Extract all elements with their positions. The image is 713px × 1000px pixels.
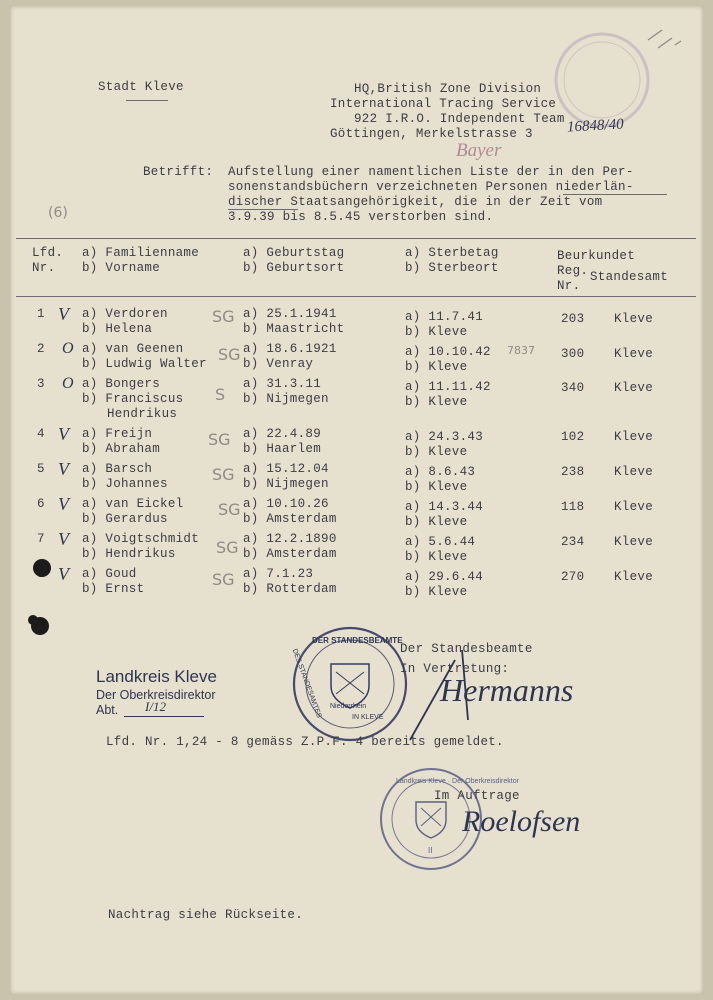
its-address-3: 922 I.R.O. Independent Team [354, 112, 565, 126]
row-death-date: a) 8.6.43 [405, 465, 476, 479]
row-birth-place: b) Rotterdam [243, 582, 337, 596]
row-death-place: b) Kleve [405, 480, 468, 494]
district-abt-label: Abt. [96, 703, 119, 717]
registrar-title: Der Standesbeamte [400, 642, 533, 656]
row-check-mark: V [58, 564, 69, 584]
col-death-b: b) Sterbeort [405, 261, 499, 275]
already-reported-line: Lfd. Nr. 1,24 - 8 gemäss Z.P.F. 4 bereits gemeldet. [106, 735, 504, 749]
row-family-name: a) Goud [82, 567, 137, 581]
subject-label: Betrifft: [143, 165, 214, 179]
row-birth-date: a) 10.10.26 [243, 497, 329, 511]
col-birth-a: a) Geburtstag [243, 246, 345, 260]
row-check-mark: O [62, 340, 74, 357]
row-birth-date: a) 22.4.89 [243, 427, 322, 441]
row-check-mark: V [58, 304, 69, 324]
district-subtitle: Der Oberkreisdirektor [96, 688, 216, 702]
district-seal-center: II [428, 846, 433, 855]
row-first-name: b) Ludwig Walter [82, 357, 207, 371]
row-first-name: b) Franciscus [82, 392, 184, 406]
row-nr: 3 [37, 377, 45, 391]
row-birth-place: b) Maastricht [243, 322, 345, 336]
district-seal-ring: Landkreis Kleve · Der Oberkreisdirektor [396, 778, 519, 785]
row-death-date: a) 24.3.43 [405, 430, 484, 444]
row-death-date: a) 29.6.44 [405, 570, 484, 584]
registrar-seal-bottom: IN KLEVE [352, 714, 384, 721]
footer-note: Nachtrag siehe Rückseite. [108, 908, 304, 922]
row-pencil-note: SG [208, 430, 231, 449]
row-nr: 4 [37, 427, 45, 441]
row-pencil-note: SG [218, 500, 241, 519]
row-check-mark: V [58, 424, 69, 444]
row-first-name: b) Johannes [82, 477, 168, 491]
row-birth-date: a) 15.12.04 [243, 462, 329, 476]
row-birth-place: b) Nijmegen [243, 392, 329, 406]
col-name-a: a) Familienname [82, 246, 200, 260]
registrar-seal-side: DES STANDESAMTES [290, 648, 323, 719]
row-reg-nr: 340 [561, 381, 585, 395]
pencil-margin-note: (6) [48, 205, 68, 221]
row-death-place: b) Kleve [405, 445, 468, 459]
row-family-name: a) van Eickel [82, 497, 184, 511]
row-pencil-note: SG [212, 570, 235, 589]
row-birth-place: b) Amsterdam [243, 512, 337, 526]
col-office: Standesamt [590, 270, 669, 284]
row-nr: 6 [37, 497, 45, 511]
row-first-name: b) Helena [82, 322, 153, 336]
row-nr: 5 [37, 462, 45, 476]
row-pencil-note: SG [218, 345, 241, 364]
row-first-name: b) Ernst [82, 582, 145, 596]
row-death-date: a) 11.7.41 [405, 310, 484, 324]
row-first-name-cont: Hendrikus [107, 407, 178, 421]
row-death-place: b) Kleve [405, 585, 468, 599]
registrar-seal-top: DER STANDESBEAMTE [312, 636, 403, 645]
row-death-date: a) 14.3.44 [405, 500, 484, 514]
subject-line-2: sonenstandsbüchern verzeichneten Personen niederlän- [228, 180, 634, 194]
row-death-place: b) Kleve [405, 550, 468, 564]
col-reg: Reg. [557, 264, 589, 278]
district-signature: Roelofsen [462, 805, 581, 838]
row-birth-place: b) Haarlem [243, 442, 322, 456]
row-family-name: a) van Geenen [82, 342, 184, 356]
row-family-name: a) Freijn [82, 427, 153, 441]
col-death-a: a) Sterbetag [405, 246, 499, 260]
row-pencil-note: SG [212, 465, 235, 484]
row-death-place: b) Kleve [405, 395, 468, 409]
district-title: Landkreis Kleve [96, 667, 217, 686]
row-office: Kleve [614, 535, 654, 549]
its-address-4: Göttingen, Merkelstrasse 3 [330, 127, 533, 141]
col-name-b: b) Vorname [82, 261, 161, 275]
row-office: Kleve [614, 347, 654, 361]
row-check-mark: O [62, 375, 74, 392]
row-birth-date: a) 25.1.1941 [243, 307, 337, 321]
registrar-seal-center: Niederrhein [330, 703, 367, 710]
row-office: Kleve [614, 500, 654, 514]
row-family-name: a) Verdoren [82, 307, 168, 321]
row-reg-nr: 203 [561, 312, 585, 326]
row-death-place: b) Kleve [405, 515, 468, 529]
row-pencil-note: S [215, 385, 226, 404]
row-birth-place: b) Venray [243, 357, 314, 371]
row-office: Kleve [614, 570, 654, 584]
row-death-place: b) Kleve [405, 360, 468, 374]
subject-line-4: 3.9.39 bis 8.5.45 verstorben sind. [228, 210, 494, 224]
row-birth-date: a) 18.6.1921 [243, 342, 337, 356]
col-lfd: Lfd. [32, 246, 64, 260]
row-reg-nr: 102 [561, 430, 585, 444]
im-auftrage: Im Auftrage [434, 789, 520, 803]
row-birth-place: b) Amsterdam [243, 547, 337, 561]
district-abt-value: I/12 [145, 699, 166, 714]
row-reg-nr: 234 [561, 535, 585, 549]
row-death-date: a) 11.11.42 [405, 380, 491, 394]
file-number: 16848/40 [566, 116, 625, 136]
city-title: Stadt Kleve [98, 80, 184, 94]
col-reg-nr: Nr. [557, 279, 581, 293]
row-family-name: a) Bongers [82, 377, 161, 391]
row-pencil-number: 7837 [507, 344, 535, 357]
row-office: Kleve [614, 465, 654, 479]
row-reg-nr: 238 [561, 465, 585, 479]
row-nr: 7 [37, 532, 45, 546]
row-birth-date: a) 31.3.11 [243, 377, 322, 391]
row-birth-place: b) Nijmegen [243, 477, 329, 491]
subject-line-3: discher Staatsangehörigkeit, die in der Zeit vom [228, 195, 603, 209]
subject-line-1: Aufstellung einer namentlichen Liste der in den Per- [228, 165, 634, 179]
row-first-name: b) Hendrikus [82, 547, 176, 561]
row-check-mark: V [58, 459, 69, 479]
row-family-name: a) Voigtschmidt [82, 532, 200, 546]
row-nr: 2 [37, 342, 45, 356]
row-death-date: a) 5.6.44 [405, 535, 476, 549]
row-office: Kleve [614, 381, 654, 395]
row-birth-date: a) 7.1.23 [243, 567, 314, 581]
red-margin-note: Bayer [456, 140, 502, 161]
col-certified: Beurkundet [557, 249, 636, 263]
row-reg-nr: 300 [561, 347, 585, 361]
registrar-deputy: In Vertretung: [400, 662, 510, 676]
row-pencil-note: SG [216, 538, 239, 557]
col-birth-b: b) Geburtsort [243, 261, 345, 275]
row-first-name: b) Abraham [82, 442, 161, 456]
row-family-name: a) Barsch [82, 462, 153, 476]
row-nr: 1 [37, 307, 45, 321]
row-birth-date: a) 12.2.1890 [243, 532, 337, 546]
row-check-mark: V [58, 529, 69, 549]
row-check-mark: V [58, 494, 69, 514]
row-reg-nr: 118 [561, 500, 585, 514]
row-death-place: b) Kleve [405, 325, 468, 339]
col-nr: Nr. [32, 261, 56, 275]
row-first-name: b) Gerardus [82, 512, 168, 526]
row-reg-nr: 270 [561, 570, 585, 584]
row-office: Kleve [614, 430, 654, 444]
its-address-2: International Tracing Service [330, 97, 557, 111]
registrar-signature: Hermanns [440, 672, 574, 708]
row-pencil-note: SG [212, 307, 235, 326]
row-death-date: a) 10.10.42 [405, 345, 491, 359]
its-address-1: HQ,British Zone Division [354, 82, 542, 96]
row-office: Kleve [614, 312, 654, 326]
